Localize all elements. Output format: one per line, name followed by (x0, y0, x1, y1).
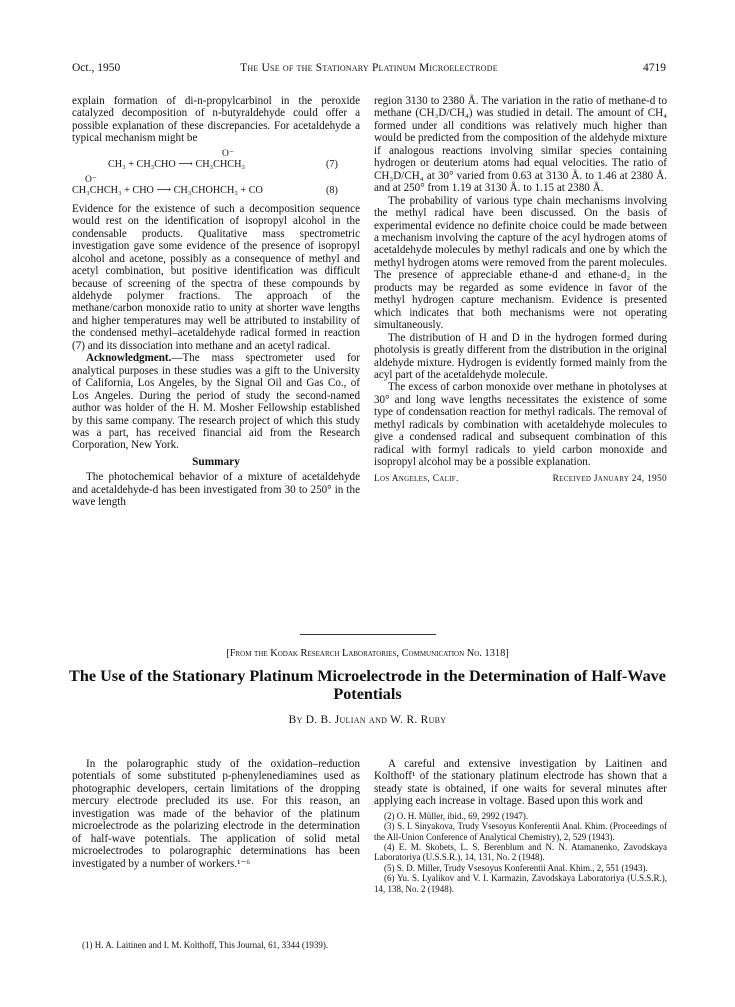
equation-7-superscript (72, 148, 360, 159)
summary-text: The photochemical behavior of a mixture of acetaldehyde and acetaldehyde-d has been investigated from 30 to 250° in the wave length (72, 471, 360, 509)
running-title: The Use of the Stationary Platinum Microelectrode (240, 62, 498, 74)
equation-7-number: (7) (326, 158, 338, 170)
from-line: [From the Kodak Research Laboratories, Communication No. 1318] (226, 648, 509, 659)
paragraph-evidence: Evidence for the existence of such a decomposition sequence would rest on the identification of isopropyl alcohol in the condensable products. Qualitative mass spectrometric investigation gave some evidence of the presence of isopropyl alcohol and acetone, possibly as a consequence of methyl and acetyl combination, but positive identification was difficult because of screening of the spectra of these compounds by aldehyde polymer fractions. The approach of the methane/carbon monoxide ratio to unity at shorter wave lengths and higher temperatures may well be attributed to instability of the condensed methyl–acetaldehyde radical formed in reaction (7) and its dissociation into methane and an acetyl radical. (72, 202, 360, 352)
equation-7 (72, 159, 360, 174)
right-column-upper (374, 95, 667, 485)
signature-received: Received January 24, 1950 (552, 473, 667, 484)
footnote-4: (4) E. M. Skobets, L. S. Berenblum and N. N. Atamanenko, Zavodskaya Laboratoriya (U.S.S.R.), 14, 131, No. 2 (1948). (374, 842, 667, 863)
acknowledgment-text: —The mass spectrometer used for analytical purposes in these studies was a gift to the University of California, Los Angeles, by the Signal Oil and Gas Co., of Los Angeles. During the period of study the second-named author was holder of the H. M. Mosher Fellowship established by this same company. The research project of which this study was a part, has received financial aid from the Research Corporation, New York. (72, 352, 360, 452)
byline: By D. B. Julian and W. R. Ruby (288, 714, 447, 726)
header-date: Oct., 1950 (72, 62, 121, 74)
paragraph-continuation: explain formation of di-n-propylcarbinol in the peroxide catalyzed decomposition of n-butyraldehyde could offer a possible explanation of these discrepancies. For acetaldehyde a typical mechanism might be (72, 95, 360, 145)
intro-paragraph: In the polarographic study of the oxidation–reduction potentials of some substituted p-phenylenediamines used as photographic developers, certain limitations of the dropping mercury electrode precluded its use. For this reason, an investigation was made of the behavior of the platinum microelectrode as the polarizing electrode in the determination of half-wave potentials. The application of solid metal microelectrodes to polarographic determinations has been investigated by a number of workers.¹⁻⁶ (72, 758, 360, 870)
equation-7-text: CH₃ + CH₃CHO ⟶ CH₃CHCH₃ (108, 158, 246, 170)
eq8-oxygen: O⁻ (85, 174, 97, 185)
article-divider (300, 634, 436, 635)
acknowledgment-label: Acknowledgment. (86, 352, 172, 365)
equation-8-superscript (72, 174, 360, 185)
eq7-oxygen: O⁻ (222, 148, 234, 159)
footnote-2: (2) O. H. Müller, ibid., 69, 2992 (1947). (384, 810, 529, 821)
footnote-3: (3) S. I. Sinyakova, Trudy Vsesoyus Konferentii Anal. Khim. (Proceedings of the All-Union Conference of Analytical Chemistry), 2, 529 (1943). (374, 821, 667, 842)
left-column-lower (72, 758, 360, 870)
summary-heading: Summary (192, 455, 240, 468)
footnote-1: (1) H. A. Laitinen and I. M. Kolthoff, This Journal, 61, 3344 (1939). (82, 940, 329, 950)
equation-8 (72, 185, 360, 200)
equation-8-number: (8) (326, 184, 338, 196)
paragraph-excess: The excess of carbon monoxide over methane in photolyses at 30° and long wave lengths necessitates the existence of some type of condensation reaction for methyl radicals. The removal of methyl radicals by combination with acetaldehyde molecules to give a condensed radical and subsequent combination of this radical with formyl radicals to yield carbon monoxide and isopropyl alcohol may be a possible explanation. (374, 381, 667, 469)
equation-8-text: CH₃CHCH₃ + CHO ⟶ CH₃CHOHCH₃ + CO (72, 184, 263, 196)
paragraph-region: region 3130 to 2380 Å. The variation in the ratio of methane-d to methane (CH₃D/CH₄) was studied in detail. The amount of CH₄ formed under all conditions was relatively much higher than would be predicted from the composition of the aldehyde mixture if analogous reactions involving similar species containing hydrogen or deuterium atoms had equal velocities. The ratio of CH₃D/CH₄ at 30° varied from 0.63 at 3130 Å. to 1.46 at 2380 Å. and at 250° from 1.19 at 3130 Å. to 1.15 at 2380 Å. (374, 95, 667, 195)
footnote-5: (5) S. D. Miller, Trudy Vsesoyus Konferentii Anal. Khim., 2, 551 (1943). (384, 862, 648, 873)
footnotes-right (374, 811, 667, 894)
signature-line (374, 473, 667, 485)
footnotes-left (72, 940, 360, 950)
page-number: 4719 (643, 62, 666, 74)
article-title: The Use of the Stationary Platinum Microelectrode in the Determination of Half-Wave Potentials (69, 667, 666, 703)
left-column-upper (72, 95, 360, 509)
acknowledgment (72, 352, 360, 452)
right-column-lower (374, 758, 667, 894)
laitinen-paragraph: A careful and extensive investigation by Laitinen and Kolthoff¹ of the stationary platinum electrode has shown that a steady state is obtained, if one waits for several minutes after applying each increase in voltage. Based upon this work and (374, 758, 667, 808)
footnote-6: (6) Yu. S. Lyalikov and V. I. Karmazin, Zavodskaya Laboratoriya (U.S.S.R.), 14, 138, No. 2 (1948). (374, 873, 667, 894)
paragraph-distribution: The distribution of H and D in the hydrogen formed during photolysis is greatly different from the distribution in the original aldehyde mixture. Hydrogen is evidently formed mainly from the acyl part of the acetaldehyde molecule. (374, 331, 667, 381)
signature-place: Los Angeles, Calif. (374, 473, 459, 484)
paragraph-probability: The probability of various type chain mechanisms involving the methyl radical have been discussed. On the basis of experimental evidence no definite choice could be made between a mechanism involving the capture of the acyl hydrogen atoms of acetaldehyde molecules by methyl radicals and one by which the methyl hydrogen atoms were removed from the parent molecules. The presence of appreciable ethane-d and ethane-d₂ in the products may be regarded as some evidence in favor of the methyl hydrogen capture mechanism. Evidence is presented which indicates that both mechanisms were not operating simultaneously. (374, 194, 667, 332)
page-header (72, 62, 666, 80)
